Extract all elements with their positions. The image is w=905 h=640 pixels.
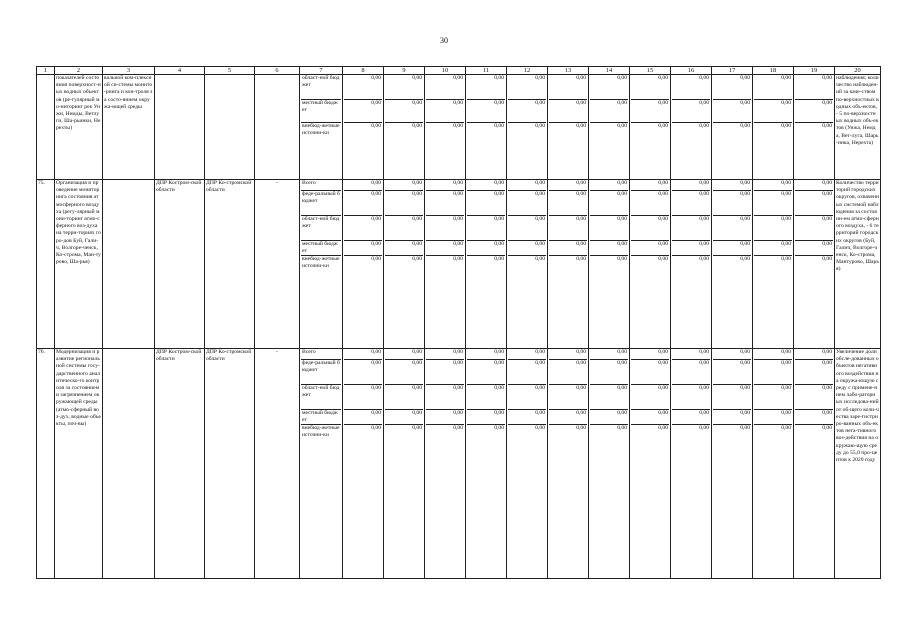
funding-amount: 0,00 bbox=[781, 256, 791, 262]
funding-source: местный бюджет bbox=[301, 410, 341, 425]
funding-amount: 0,00 bbox=[549, 349, 587, 360]
funding-amount-cell bbox=[466, 75, 507, 180]
funding-amount: 0,00 bbox=[631, 216, 669, 241]
table-row bbox=[37, 180, 881, 349]
column-number-14: 14 bbox=[589, 67, 630, 75]
funding-amount-cell bbox=[630, 180, 671, 349]
funding-amount: 0,00 bbox=[672, 75, 710, 100]
funding-amount: 0,00 bbox=[631, 180, 669, 191]
funding-amount: 0,00 bbox=[631, 410, 669, 425]
funding-amount: 0,00 bbox=[590, 360, 628, 385]
funding-amount: 0,00 bbox=[631, 241, 669, 256]
funding-amount: 0,00 bbox=[713, 349, 751, 360]
co-executor: ДПР Ко-стромской области bbox=[205, 349, 255, 579]
funding-amount: 0,00 bbox=[590, 216, 628, 241]
funding-amount: 0,00 bbox=[822, 123, 832, 129]
funding-amount: 0,00 bbox=[453, 123, 463, 129]
funding-amount: 0,00 bbox=[549, 180, 587, 191]
funding-amount: 0,00 bbox=[508, 216, 546, 241]
funding-amount: 0,00 bbox=[535, 123, 545, 129]
funding-amount: 0,00 bbox=[590, 349, 628, 360]
column-number-15: 15 bbox=[630, 67, 671, 75]
funding-amount: 0,00 bbox=[590, 385, 628, 410]
funding-amount: 0,00 bbox=[631, 75, 669, 100]
funding-amount: 0,00 bbox=[631, 191, 669, 216]
funding-amount: 0,00 bbox=[385, 216, 423, 241]
funding-amount-cell bbox=[384, 180, 425, 349]
funding-amount: 0,00 bbox=[344, 191, 382, 216]
funding-amount-cell bbox=[343, 180, 384, 349]
funding-amount: 0,00 bbox=[754, 100, 792, 123]
funding-amount: 0,00 bbox=[467, 191, 505, 216]
funding-amount-cell bbox=[507, 349, 548, 579]
program-activities-table bbox=[36, 66, 881, 579]
funding-amount: 0,00 bbox=[344, 75, 382, 100]
funding-amount: 0,00 bbox=[795, 241, 833, 256]
funding-amount: 0,00 bbox=[549, 360, 587, 385]
funding-amount: 0,00 bbox=[344, 100, 382, 123]
funding-amount: 0,00 bbox=[754, 241, 792, 256]
funding-amount: 0,00 bbox=[576, 256, 586, 262]
funding-amount: 0,00 bbox=[590, 191, 628, 216]
funding-amount: 0,00 bbox=[617, 256, 627, 262]
funding-amount: 0,00 bbox=[508, 180, 546, 191]
funding-amount-cell bbox=[712, 349, 753, 579]
funding-amount: 0,00 bbox=[385, 349, 423, 360]
funding-amount: 0,00 bbox=[713, 216, 751, 241]
activity-description bbox=[103, 349, 155, 579]
funding-amount: 0,00 bbox=[344, 360, 382, 385]
funding-amount: 0,00 bbox=[385, 410, 423, 425]
funding-amount: 0,00 bbox=[795, 360, 833, 385]
funding-amount: 0,00 bbox=[508, 75, 546, 100]
funding-amount: 0,00 bbox=[426, 241, 464, 256]
expected-result: Количество территорий городских округов, охваченных системой наблюдения за состояни-ем атмо-сферного воздуха, - 6 территорий городских округов (Буй, Галич, Волгоре-ченск, Ко-строма, Мантурово, Шарья) bbox=[835, 180, 881, 349]
column-number-3: 3 bbox=[103, 67, 155, 75]
funding-amount: 0,00 bbox=[371, 425, 381, 431]
funding-amount: 0,00 bbox=[699, 425, 709, 431]
funding-amount: 0,00 bbox=[795, 191, 833, 216]
funding-amount-cell bbox=[343, 75, 384, 180]
funding-amount: 0,00 bbox=[467, 180, 505, 191]
funding-amount: 0,00 bbox=[453, 425, 463, 431]
funding-amount: 0,00 bbox=[740, 256, 750, 262]
funding-amount-cell bbox=[589, 75, 630, 180]
funding-amount: 0,00 bbox=[344, 410, 382, 425]
funding-amount: 0,00 bbox=[385, 180, 423, 191]
funding-amount: 0,00 bbox=[590, 410, 628, 425]
column-number-7: 7 bbox=[300, 67, 343, 75]
funding-source: местный бюджет bbox=[301, 100, 341, 123]
funding-amount: 0,00 bbox=[371, 123, 381, 129]
funding-amount: 0,00 bbox=[822, 256, 832, 262]
funding-amount: 0,00 bbox=[713, 191, 751, 216]
funding-amount: 0,00 bbox=[412, 256, 422, 262]
funding-amount: 0,00 bbox=[549, 385, 587, 410]
funding-amount-cell bbox=[671, 75, 712, 180]
deadline: - bbox=[255, 180, 300, 349]
funding-amount: 0,00 bbox=[344, 180, 382, 191]
column-number-2: 2 bbox=[55, 67, 103, 75]
funding-amount-cell bbox=[753, 180, 794, 349]
responsible-executor bbox=[155, 75, 205, 180]
funding-amount-cell bbox=[425, 180, 466, 349]
funding-amount-cell bbox=[794, 75, 835, 180]
funding-amount: 0,00 bbox=[494, 425, 504, 431]
column-number-9: 9 bbox=[384, 67, 425, 75]
funding-sources bbox=[300, 180, 343, 349]
column-number-row bbox=[37, 67, 881, 75]
funding-amount-cell bbox=[794, 349, 835, 579]
funding-amount: 0,00 bbox=[385, 241, 423, 256]
funding-amount: 0,00 bbox=[713, 75, 751, 100]
funding-amount: 0,00 bbox=[754, 216, 792, 241]
funding-amount: 0,00 bbox=[467, 410, 505, 425]
funding-amount: 0,00 bbox=[549, 410, 587, 425]
funding-amount-cell bbox=[794, 180, 835, 349]
expected-result: наблюдения; количество наблюден-ий за каче-ством по-верхностных водных объ-ектов, - 5 по-верхностных водных объ-ектов (Унжа, Немда, Вет-луга, Шарь-инка, Нерехта) bbox=[835, 75, 881, 180]
funding-amount: 0,00 bbox=[795, 216, 833, 241]
table-row bbox=[37, 349, 881, 579]
funding-source: феде-ральный бюджет bbox=[301, 191, 341, 216]
column-number-5: 5 bbox=[205, 67, 255, 75]
deadline: - bbox=[255, 349, 300, 579]
column-number-8: 8 bbox=[343, 67, 384, 75]
funding-amount: 0,00 bbox=[672, 180, 710, 191]
funding-amount: 0,00 bbox=[508, 191, 546, 216]
funding-source: област-ной бюджет bbox=[301, 385, 341, 410]
funding-amount: 0,00 bbox=[699, 256, 709, 262]
funding-amount: 0,00 bbox=[344, 241, 382, 256]
funding-amount: 0,00 bbox=[467, 241, 505, 256]
funding-amount: 0,00 bbox=[781, 123, 791, 129]
funding-amount: 0,00 bbox=[535, 425, 545, 431]
funding-amount: 0,00 bbox=[576, 425, 586, 431]
funding-amount: 0,00 bbox=[672, 241, 710, 256]
funding-amount: 0,00 bbox=[426, 216, 464, 241]
deadline bbox=[255, 75, 300, 180]
funding-amount: 0,00 bbox=[467, 349, 505, 360]
funding-source: внебюд-жетные источни-ки bbox=[302, 425, 340, 439]
funding-amount: 0,00 bbox=[467, 385, 505, 410]
funding-amount: 0,00 bbox=[713, 241, 751, 256]
funding-amount: 0,00 bbox=[549, 241, 587, 256]
funding-amount: 0,00 bbox=[795, 100, 833, 123]
funding-amount: 0,00 bbox=[740, 425, 750, 431]
funding-amount: 0,00 bbox=[467, 216, 505, 241]
funding-amount: 0,00 bbox=[672, 360, 710, 385]
column-number-19: 19 bbox=[794, 67, 835, 75]
funding-amount: 0,00 bbox=[658, 123, 668, 129]
funding-amount: 0,00 bbox=[795, 410, 833, 425]
funding-amount: 0,00 bbox=[617, 123, 627, 129]
column-number-1: 1 bbox=[37, 67, 55, 75]
funding-amount: 0,00 bbox=[754, 410, 792, 425]
funding-amount-cell bbox=[753, 349, 794, 579]
funding-amount: 0,00 bbox=[453, 256, 463, 262]
activity-name: Модернизация и развитие региональной системы госу-дарственного аналитическо-го контроля за состоянием и загрязнением окружающей среды (атмо-сферный воз-дух, водные объекты, поч-вы) bbox=[55, 349, 103, 579]
funding-amount: 0,00 bbox=[494, 123, 504, 129]
funding-amount: 0,00 bbox=[508, 100, 546, 123]
funding-amount: 0,00 bbox=[590, 75, 628, 100]
funding-amount: 0,00 bbox=[713, 410, 751, 425]
funding-amount-cell bbox=[343, 349, 384, 579]
funding-amount: 0,00 bbox=[672, 191, 710, 216]
column-number-12: 12 bbox=[507, 67, 548, 75]
funding-amount-cell bbox=[507, 180, 548, 349]
funding-amount: 0,00 bbox=[631, 360, 669, 385]
funding-amount: 0,00 bbox=[385, 191, 423, 216]
funding-amount: 0,00 bbox=[795, 75, 833, 100]
funding-amount-cell bbox=[712, 180, 753, 349]
funding-source: внебюд-жетные источни-ки bbox=[302, 123, 340, 137]
funding-amount-cell bbox=[630, 75, 671, 180]
funding-amount: 0,00 bbox=[672, 349, 710, 360]
row-number: 75. bbox=[37, 180, 55, 349]
funding-amount: 0,00 bbox=[713, 180, 751, 191]
funding-amount: 0,00 bbox=[426, 191, 464, 216]
funding-sources bbox=[300, 75, 343, 180]
column-number-6: 6 bbox=[255, 67, 300, 75]
funding-amount: 0,00 bbox=[426, 180, 464, 191]
funding-amount: 0,00 bbox=[467, 360, 505, 385]
funding-amount: 0,00 bbox=[412, 425, 422, 431]
funding-amount-cell bbox=[384, 75, 425, 180]
funding-source: Всего bbox=[301, 180, 341, 191]
funding-source: Всего bbox=[301, 349, 341, 360]
funding-amount: 0,00 bbox=[672, 216, 710, 241]
funding-amount: 0,00 bbox=[754, 75, 792, 100]
funding-amount: 0,00 bbox=[754, 360, 792, 385]
funding-amount-cell bbox=[712, 75, 753, 180]
column-number-11: 11 bbox=[466, 67, 507, 75]
funding-amount: 0,00 bbox=[549, 100, 587, 123]
funding-amount: 0,00 bbox=[426, 75, 464, 100]
funding-amount: 0,00 bbox=[754, 180, 792, 191]
row-number: 76. bbox=[37, 349, 55, 579]
funding-amount: 0,00 bbox=[344, 385, 382, 410]
funding-amount: 0,00 bbox=[631, 349, 669, 360]
funding-amount: 0,00 bbox=[426, 360, 464, 385]
funding-amount: 0,00 bbox=[590, 241, 628, 256]
funding-amount-cell bbox=[466, 349, 507, 579]
funding-amount: 0,00 bbox=[713, 100, 751, 123]
funding-amount-cell bbox=[548, 180, 589, 349]
funding-amount: 0,00 bbox=[713, 360, 751, 385]
funding-amount: 0,00 bbox=[699, 123, 709, 129]
funding-amount: 0,00 bbox=[549, 75, 587, 100]
funding-amount: 0,00 bbox=[795, 349, 833, 360]
funding-amount: 0,00 bbox=[426, 410, 464, 425]
funding-amount-cell bbox=[671, 180, 712, 349]
funding-amount: 0,00 bbox=[672, 385, 710, 410]
co-executor: ДПР Ко-стромской области bbox=[205, 180, 255, 349]
row-number bbox=[37, 75, 55, 180]
funding-amount-cell bbox=[630, 349, 671, 579]
funding-amount: 0,00 bbox=[658, 425, 668, 431]
table-row bbox=[37, 75, 881, 180]
funding-sources bbox=[300, 349, 343, 579]
column-number-20: 20 bbox=[835, 67, 881, 75]
funding-amount: 0,00 bbox=[385, 385, 423, 410]
funding-amount: 0,00 bbox=[426, 349, 464, 360]
funding-amount: 0,00 bbox=[822, 425, 832, 431]
funding-amount-cell bbox=[507, 75, 548, 180]
responsible-executor: ДПР Костром-ской области bbox=[155, 180, 205, 349]
funding-amount: 0,00 bbox=[508, 241, 546, 256]
co-executor bbox=[205, 75, 255, 180]
funding-amount: 0,00 bbox=[754, 349, 792, 360]
funding-amount: 0,00 bbox=[754, 191, 792, 216]
column-number-18: 18 bbox=[753, 67, 794, 75]
funding-source: внебюд-жетные источни-ки bbox=[302, 256, 340, 270]
funding-amount: 0,00 bbox=[412, 123, 422, 129]
page-number: 30 bbox=[440, 36, 448, 45]
funding-amount: 0,00 bbox=[658, 256, 668, 262]
funding-amount-cell bbox=[548, 75, 589, 180]
funding-amount-cell bbox=[466, 180, 507, 349]
responsible-executor: ДПР Костром-ской области bbox=[155, 349, 205, 579]
funding-amount: 0,00 bbox=[713, 385, 751, 410]
funding-amount: 0,00 bbox=[426, 385, 464, 410]
funding-amount: 0,00 bbox=[467, 75, 505, 100]
column-number-17: 17 bbox=[712, 67, 753, 75]
funding-amount: 0,00 bbox=[508, 360, 546, 385]
funding-amount: 0,00 bbox=[672, 410, 710, 425]
funding-amount: 0,00 bbox=[494, 256, 504, 262]
funding-amount-cell bbox=[425, 349, 466, 579]
funding-amount-cell bbox=[589, 180, 630, 349]
funding-amount: 0,00 bbox=[754, 385, 792, 410]
funding-amount: 0,00 bbox=[467, 100, 505, 123]
funding-amount: 0,00 bbox=[631, 100, 669, 123]
funding-amount: 0,00 bbox=[549, 216, 587, 241]
funding-amount: 0,00 bbox=[371, 256, 381, 262]
funding-amount: 0,00 bbox=[385, 360, 423, 385]
expected-result: Увеличение доли обсле-дованных объектов негативного воздействия на окружа-ющую среду с примене-нием лабо-раторных исследова-ний от об-щего коли-чества заре-гистриро-ванных объ-ектов нега-тивного воз-действия на окружаю-щую среду до 55,0 про-центов к 2020 году bbox=[835, 349, 881, 579]
funding-amount: 0,00 bbox=[590, 180, 628, 191]
funding-amount: 0,00 bbox=[631, 385, 669, 410]
funding-source: област-ной бюджет bbox=[301, 216, 341, 241]
funding-amount-cell bbox=[384, 349, 425, 579]
funding-amount: 0,00 bbox=[426, 100, 464, 123]
column-number-4: 4 bbox=[155, 67, 205, 75]
funding-source: феде-ральный бюджет bbox=[301, 360, 341, 385]
funding-amount-cell bbox=[548, 349, 589, 579]
funding-amount: 0,00 bbox=[590, 100, 628, 123]
funding-amount: 0,00 bbox=[740, 123, 750, 129]
funding-amount: 0,00 bbox=[508, 385, 546, 410]
funding-amount: 0,00 bbox=[617, 425, 627, 431]
funding-amount: 0,00 bbox=[672, 100, 710, 123]
funding-amount: 0,00 bbox=[795, 180, 833, 191]
activity-description: вальной ком-плексной си-стемы монито-ринга и кон-троля за состо-янием окружа-ющей среды bbox=[103, 75, 155, 180]
funding-amount: 0,00 bbox=[385, 75, 423, 100]
funding-source: област-ной бюджет bbox=[301, 75, 341, 100]
funding-amount: 0,00 bbox=[508, 349, 546, 360]
funding-amount: 0,00 bbox=[576, 123, 586, 129]
column-number-10: 10 bbox=[425, 67, 466, 75]
funding-source: местный бюджет bbox=[301, 241, 341, 256]
funding-amount: 0,00 bbox=[385, 100, 423, 123]
funding-amount: 0,00 bbox=[781, 425, 791, 431]
funding-amount: 0,00 bbox=[344, 216, 382, 241]
column-number-16: 16 bbox=[671, 67, 712, 75]
funding-amount-cell bbox=[425, 75, 466, 180]
funding-amount: 0,00 bbox=[795, 385, 833, 410]
activity-description bbox=[103, 180, 155, 349]
column-number-13: 13 bbox=[548, 67, 589, 75]
funding-amount: 0,00 bbox=[344, 349, 382, 360]
funding-amount-cell bbox=[589, 349, 630, 579]
activity-name: Организация и проведение мониторинга состояния атмосферного воздуха (регу-лярный мони-торинг атмо-сферного воз-духа на терри-ториях горо-дов Буй, Гали-ч, Волгоре-ченск, Ко-строма, Ман-турово, Ша-рья) bbox=[55, 180, 103, 349]
activity-name: показателей состояния поверхност-ных водных объектов (ре-гулярный мо-ниторинг рек Унжи, Немды, Ветлуги, Ша-рьинки, Нерехты) bbox=[55, 75, 103, 180]
funding-amount-cell bbox=[753, 75, 794, 180]
funding-amount: 0,00 bbox=[508, 410, 546, 425]
funding-amount-cell bbox=[671, 349, 712, 579]
funding-amount: 0,00 bbox=[549, 191, 587, 216]
funding-amount: 0,00 bbox=[535, 256, 545, 262]
